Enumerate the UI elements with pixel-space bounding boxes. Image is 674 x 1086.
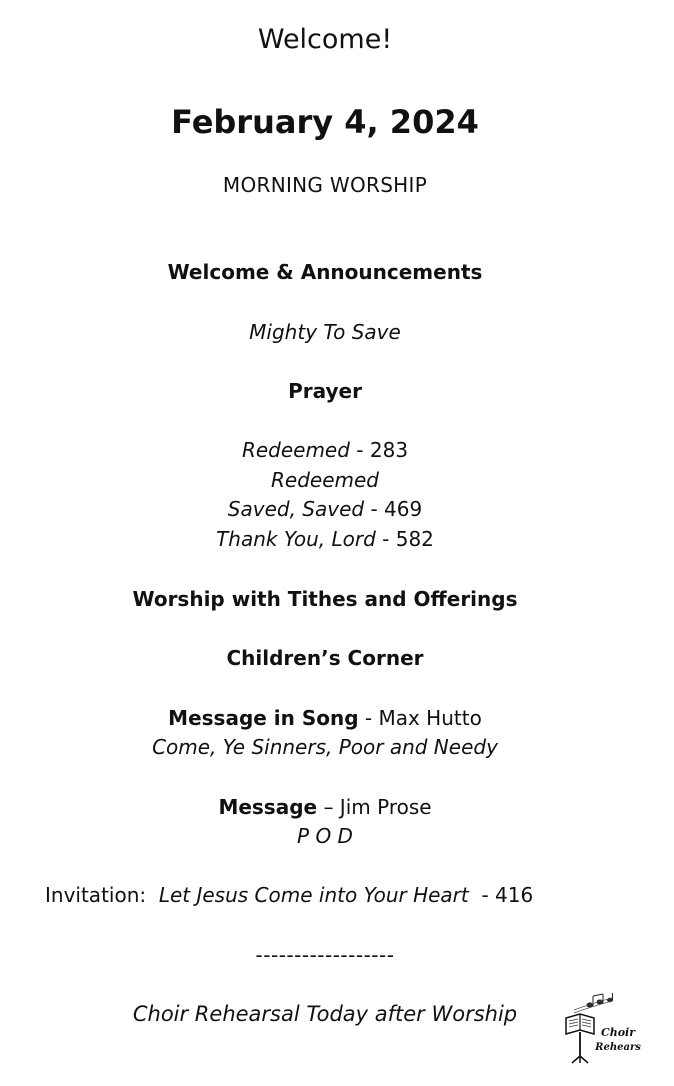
- offering-item: Worship with Tithes and Offerings: [132, 587, 518, 611]
- invitation-number: - 416: [468, 883, 534, 907]
- announcements-item: Welcome & Announcements: [167, 260, 483, 284]
- hymn-saved-saved: [0, 499, 650, 519]
- invitation-label: Invitation:: [45, 883, 159, 907]
- childrens-corner-item: Children’s Corner: [226, 646, 424, 670]
- prayer-item: Prayer: [288, 379, 362, 403]
- message-title: P O D: [297, 824, 353, 848]
- hymn-title: Redeemed: [241, 438, 350, 462]
- service-date: February 4, 2024: [171, 103, 479, 141]
- message-item: [0, 797, 650, 817]
- service-name: MORNING WORSHIP: [222, 173, 428, 197]
- message-in-song-label: Message in Song: [168, 706, 359, 730]
- hymn-number: - 582: [375, 527, 434, 551]
- message-label: Message: [218, 795, 318, 819]
- logo-text-line1: Choir: [600, 1026, 636, 1039]
- welcome-heading: Welcome!: [257, 24, 393, 55]
- message-in-song-title: Come, Ye Sinners, Poor and Needy: [152, 735, 498, 759]
- song-mighty-to-save: Mighty To Save: [249, 320, 401, 344]
- hymn-redeemed-repeat: Redeemed: [271, 468, 379, 492]
- hymn-number: - 283: [349, 438, 409, 462]
- invitation-item: [45, 885, 533, 905]
- hymn-title: Thank You, Lord: [216, 527, 376, 551]
- invitation-song: Let Jesus Come into Your Heart: [158, 883, 469, 907]
- hymn-redeemed: [0, 440, 650, 460]
- music-stand-icon: [560, 992, 642, 1064]
- choir-rehearsal-note: Choir Rehearsal Today after Worship: [132, 1002, 518, 1026]
- message-person: – Jim Prose: [317, 795, 432, 819]
- hymn-number: - 469: [364, 497, 423, 521]
- hymn-thank-you-lord: [0, 529, 650, 549]
- logo-text-line2: Rehears: [595, 1042, 641, 1053]
- section-divider: ------------------: [255, 943, 395, 967]
- hymn-title: Saved, Saved: [227, 497, 365, 521]
- choir-rehearsal-logo: [560, 992, 642, 1064]
- message-in-song-person: - Max Hutto: [358, 706, 482, 730]
- message-in-song-item: [0, 708, 650, 728]
